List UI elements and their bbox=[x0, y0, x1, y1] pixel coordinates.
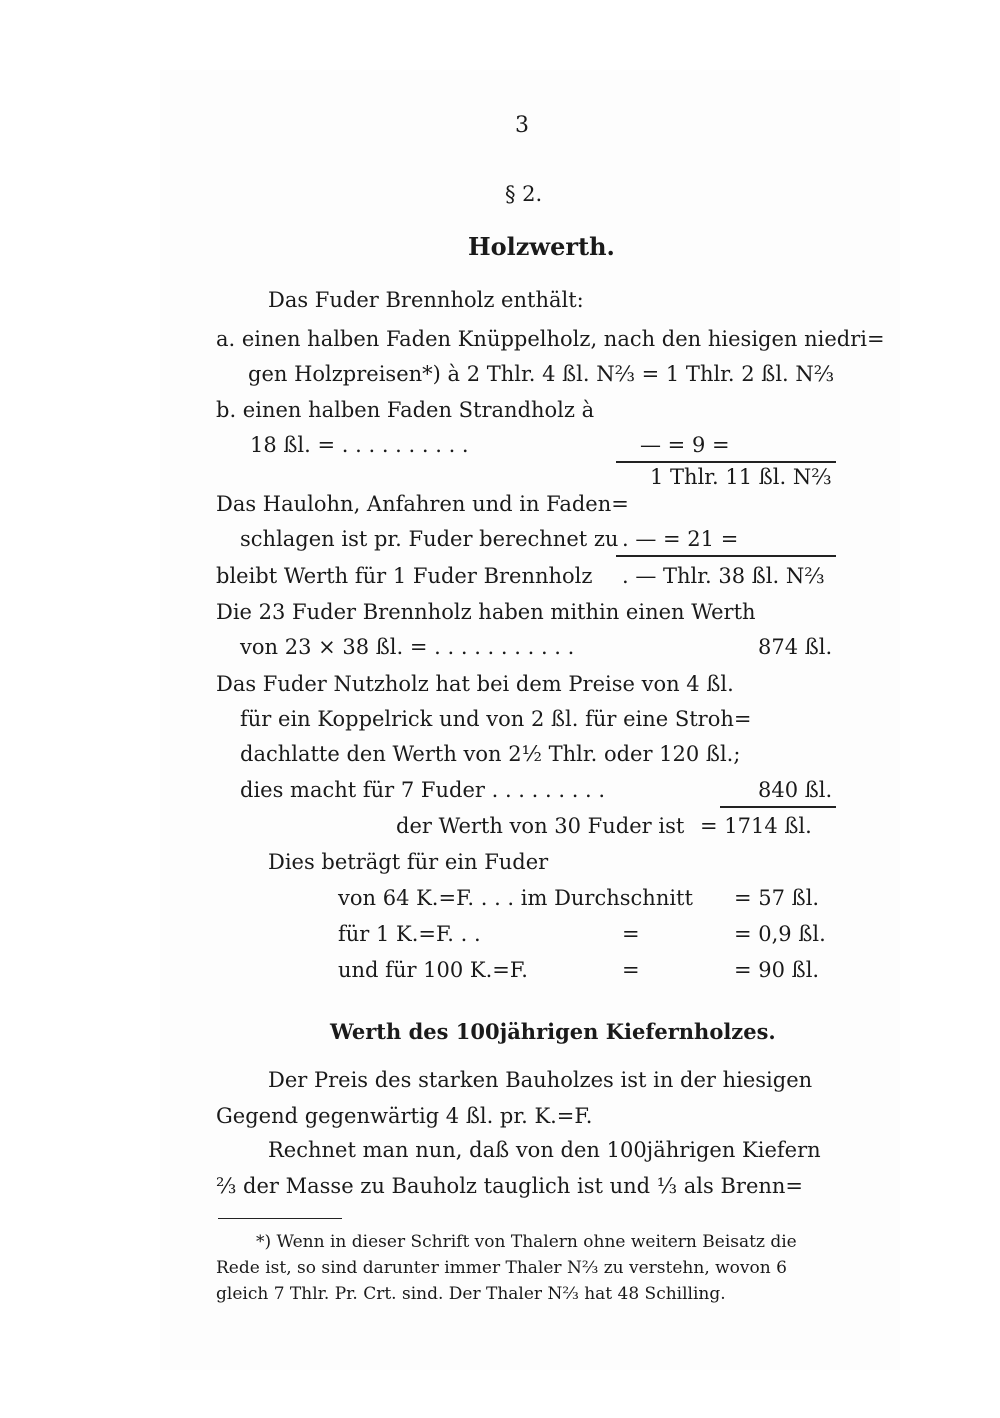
text-line: schlagen ist pr. Fuder berechnet zu bbox=[240, 527, 619, 551]
text-line: 18 ßl. = . . . . . . . . . . bbox=[250, 433, 469, 457]
text-line: . — Thlr. 38 ßl. N⅔ bbox=[622, 564, 825, 588]
sum-rule bbox=[720, 806, 836, 808]
amount: 874 ßl. bbox=[758, 635, 833, 659]
text-line: dachlatte den Werth von 2½ Thlr. oder 120 ßl.; bbox=[240, 742, 741, 766]
footnote-rule bbox=[218, 1218, 342, 1219]
ditto-mark: = bbox=[622, 958, 640, 982]
paragraph-line: Gegend gegenwärtig 4 ßl. pr. K.=F. bbox=[216, 1104, 593, 1128]
subtotal-line: 1 Thlr. 11 ßl. N⅔ bbox=[650, 465, 832, 489]
footnote-line: Rede ist, so sind darunter immer Thaler N⅔ zu verstehn, wovon 6 bbox=[216, 1258, 787, 1278]
text-line: der Werth von 30 Fuder ist bbox=[396, 814, 685, 838]
footnote-line: gleich 7 Thlr. Pr. Crt. sind. Der Thaler N⅔ hat 48 Schilling. bbox=[216, 1284, 726, 1304]
text-line: Dies beträgt für ein Fuder bbox=[268, 850, 549, 874]
book-page bbox=[160, 70, 900, 1370]
ditto-mark: = bbox=[622, 922, 640, 946]
section-number: § 2. bbox=[505, 182, 543, 206]
text-line: von 64 K.=F. . . . im Durchschnitt bbox=[338, 886, 693, 910]
amount: = 57 ßl. bbox=[734, 886, 820, 910]
text-line: gen Holzpreisen*) à 2 Thlr. 4 ßl. N⅔ = 1 Thlr. 2 ßl. N⅔ bbox=[248, 362, 835, 386]
paragraph-line: ⅔ der Masse zu Bauholz tauglich ist und ⅓ als Brenn= bbox=[216, 1174, 804, 1198]
text-line: von 23 × 38 ßl. = . . . . . . . . . . . bbox=[240, 635, 575, 659]
sum-rule bbox=[616, 555, 836, 557]
text-line: dies macht für 7 Fuder . . . . . . . . . bbox=[240, 778, 606, 802]
amount: 840 ßl. bbox=[758, 778, 833, 802]
amount: = 0,9 ßl. bbox=[734, 922, 826, 946]
text-line: a. einen halben Faden Knüppelholz, nach den hiesigen niedri= bbox=[216, 327, 885, 351]
text-line: für ein Koppelrick und von 2 ßl. für eine Stroh= bbox=[240, 707, 752, 731]
total-amount: = 1714 ßl. bbox=[700, 814, 812, 838]
paragraph-line: Der Preis des starken Bauholzes ist in der hiesigen bbox=[268, 1068, 813, 1092]
text-line: Das Haulohn, Anfahren und in Faden= bbox=[216, 492, 629, 516]
amount: = 90 ßl. bbox=[734, 958, 820, 982]
subheading: Werth des 100jährigen Kiefernholzes. bbox=[330, 1019, 776, 1044]
page-number: 3 bbox=[515, 113, 529, 138]
page-title: Holzwerth. bbox=[468, 232, 615, 261]
footnote-line: *) Wenn in dieser Schrift von Thalern ohne weitern Beisatz die bbox=[256, 1232, 797, 1252]
text-line: . — = 21 = bbox=[622, 527, 739, 551]
text-line: Das Fuder Brennholz enthält: bbox=[268, 288, 584, 312]
text-line: und für 100 K.=F. bbox=[338, 958, 528, 982]
text-line: — = 9 = bbox=[640, 433, 730, 457]
text-line: für 1 K.=F. . . bbox=[338, 922, 481, 946]
text-line: b. einen halben Faden Strandholz à bbox=[216, 398, 595, 422]
text-line: bleibt Werth für 1 Fuder Brennholz bbox=[216, 564, 593, 588]
text-line: Das Fuder Nutzholz hat bei dem Preise von 4 ßl. bbox=[216, 672, 734, 696]
paragraph-line: Rechnet man nun, daß von den 100jährigen Kiefern bbox=[268, 1138, 821, 1162]
text-line: Die 23 Fuder Brennholz haben mithin einen Werth bbox=[216, 600, 756, 624]
